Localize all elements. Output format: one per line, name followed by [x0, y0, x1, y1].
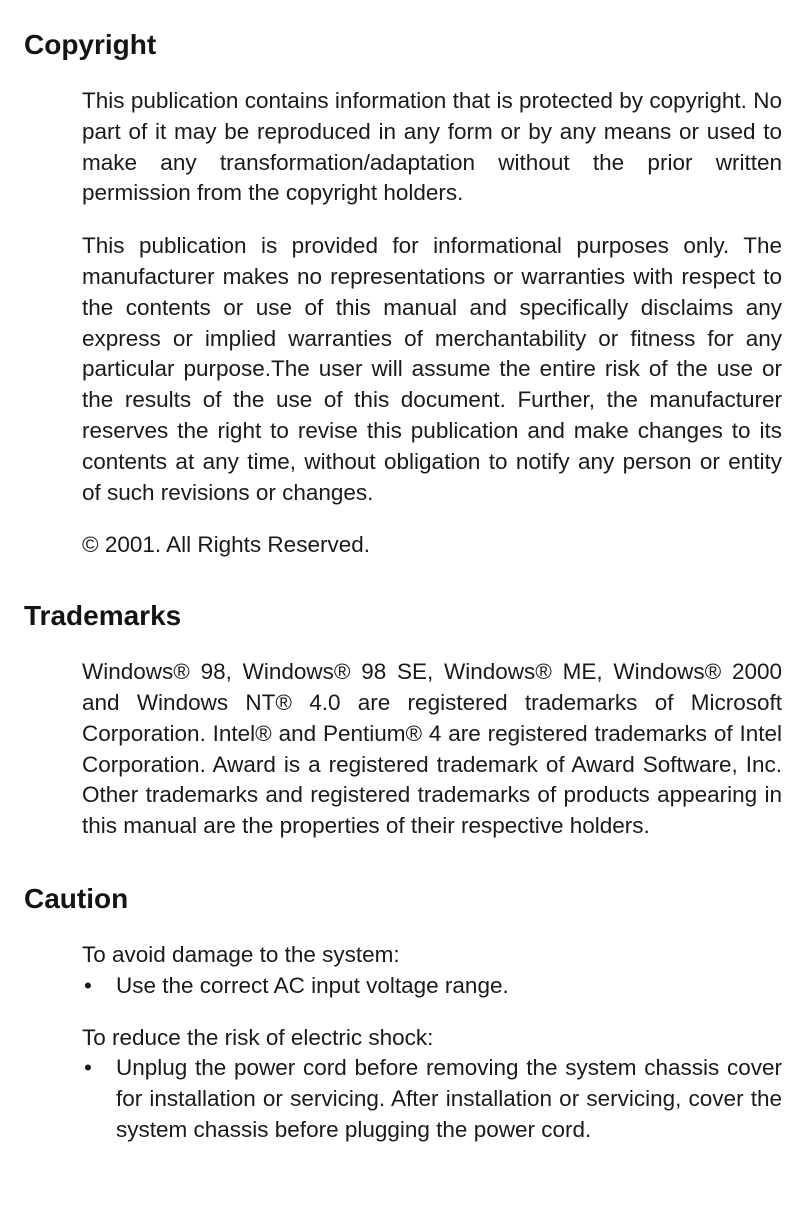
copyright-notice: © 2001. All Rights Reserved. — [82, 532, 370, 558]
trademarks-paragraph: Windows® 98, Windows® 98 SE, Windows® ME, Windows® 2000 and Windows NT® 4.0 are registered trademarks of Microsoft Corporation. Intel® and Pentium® 4 are registered trademarks of Intel Corporation. Award is a registered trademark of Award Software, Inc. Other trademarks and registered trademarks of products appearing in this manual are the properties of their respective holders. — [82, 659, 782, 839]
copyright-heading: Copyright — [24, 29, 157, 60]
caution-heading: Caution — [24, 882, 129, 914]
list-item — [82, 1053, 782, 1145]
copyright-paragraph-2: This publication is provided for informational purposes only. The manufacturer makes no representations or warranties with respect to the contents or use of this manual and specifically disclaims any express or implied warranties of merchantability or fitness for any particular purpose.The user will assume the entire risk of the use or the results of the use of this document. Further, the manufacturer reserves the right to revise this publication and make changes to its contents at any time, without obligation to notify any person or entity of such revisions or changes. — [82, 233, 782, 505]
list-item — [82, 971, 782, 1002]
bullet-marker: • — [84, 972, 92, 998]
caution-lead-shock: To reduce the risk of electric shock: — [82, 1024, 434, 1050]
caution-bullet-unplug: Unplug the power cord before removing the system chassis cover for installation or servicing. After installation or servicing, cover the system chassis before plugging the power cord. — [116, 1055, 782, 1142]
caution-bullet-voltage: Use the correct AC input voltage range. — [116, 972, 509, 998]
trademarks-section — [82, 657, 782, 842]
copyright-section — [82, 86, 782, 561]
bullet-marker: • — [84, 1055, 92, 1081]
caution-lead-damage: To avoid damage to the system: — [82, 941, 400, 967]
caution-section — [82, 940, 782, 1146]
copyright-paragraph-1: This publication contains information that is protected by copyright. No part of it may be reproduced in any form or by any means or used to make any transformation/adaptation without the prior written permission from the copyright holders. — [82, 88, 782, 206]
trademarks-heading: Trademarks — [24, 600, 182, 632]
